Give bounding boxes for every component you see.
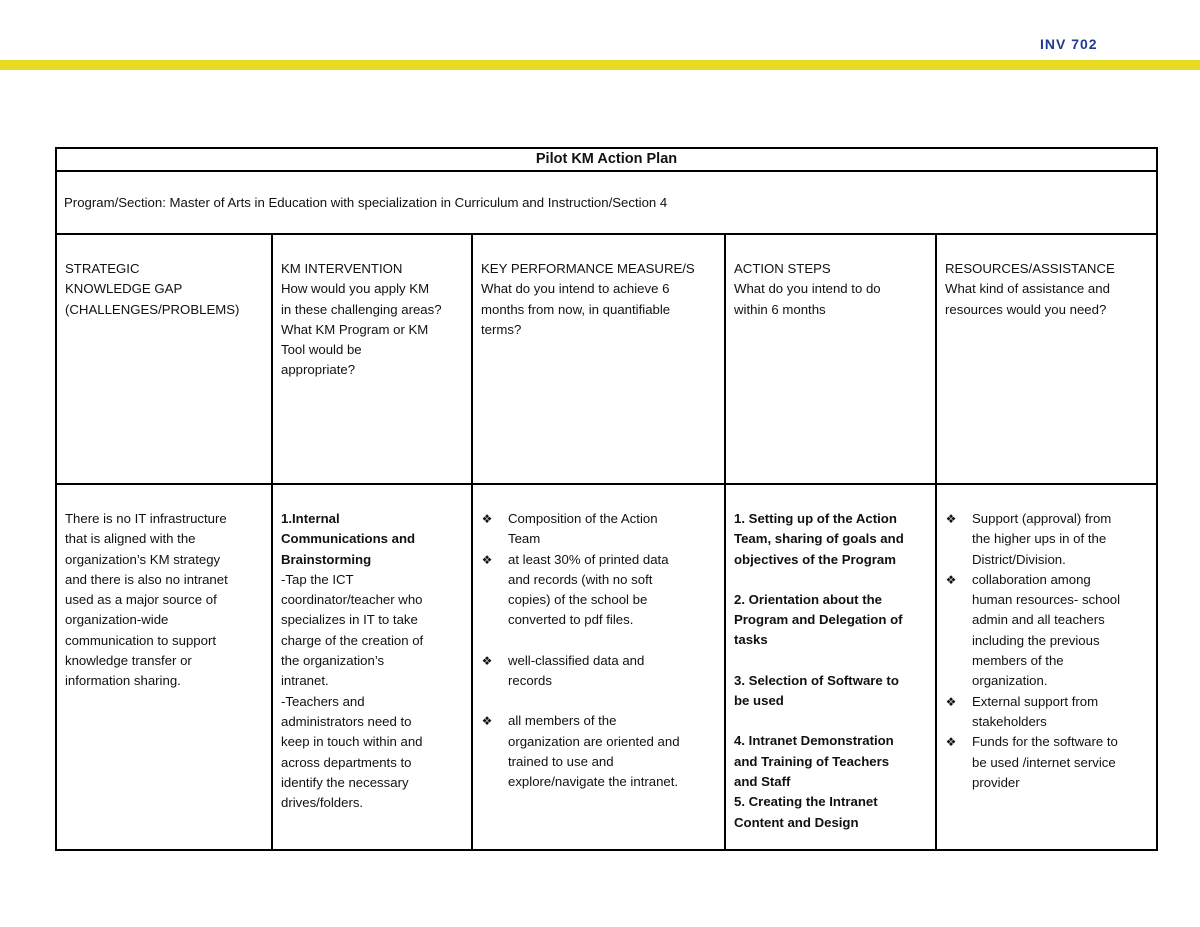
program-row <box>56 171 1157 234</box>
resources-list <box>942 509 1150 793</box>
column-header-measures <box>472 234 725 484</box>
content-row <box>56 484 1157 850</box>
diamond-bullet-icon: ❖ <box>481 653 493 668</box>
measure-item-line: explore/navigate the intranet. <box>508 774 679 790</box>
measure-item-line: records <box>508 673 552 689</box>
column-heading: RESOURCES/ASSISTANCE <box>945 261 1115 276</box>
action-step-line: 5. Creating the Intranet <box>734 794 878 810</box>
resource-item-line: stakeholders <box>972 713 1047 729</box>
header-row <box>56 234 1157 484</box>
measure-item-line: organization are oriented and <box>508 733 680 749</box>
column-heading: KM INTERVENTION <box>281 261 403 276</box>
intervention-text-line: drives/folders. <box>281 795 364 811</box>
intervention-text-line: charge of the creation of <box>281 632 424 648</box>
measure-item <box>478 711 718 792</box>
header-accent-band <box>0 60 1200 70</box>
intervention-text-line: keep in touch within and <box>281 734 423 750</box>
gap-text-line: used as a major source of <box>65 592 217 608</box>
intervention-text-line: across departments to <box>281 754 412 770</box>
action-step-line: 4. Intranet Demonstration <box>734 733 894 749</box>
column-description-line: in these challenging areas? <box>281 301 442 317</box>
action-step-line: Content and Design <box>734 814 859 830</box>
gap-text-line: and there is also no intranet <box>65 571 228 587</box>
program-section-text: Program/Section: Master of Arts in Education with specialization in Curriculum and Instruction/Section 4 <box>64 195 668 210</box>
resource-item-line: be used /internet service <box>972 754 1116 770</box>
resource-item-line: admin and all teachers <box>972 612 1105 628</box>
intervention-text-line: administrators need to <box>281 713 412 729</box>
column-description-line: months from now, in quantifiable <box>481 301 671 317</box>
column-description-line: KNOWLEDGE GAP <box>65 281 183 297</box>
diamond-bullet-icon: ❖ <box>481 714 493 729</box>
intervention-text-line: -Tap the ICT <box>281 571 354 587</box>
measure-item-line: at least 30% of printed data <box>508 551 669 567</box>
column-heading: ACTION STEPS <box>734 261 831 276</box>
gap-text-line: information sharing. <box>65 673 181 689</box>
action-step-line: objectives of the Program <box>734 551 896 567</box>
list-spacer <box>478 691 718 711</box>
intervention-text-line: coordinator/teacher who <box>281 592 423 608</box>
action-step-line: Team, sharing of goals and <box>734 531 904 547</box>
intervention-text-line: the organization’s <box>281 653 385 669</box>
gap-text-line: organization-wide <box>65 612 169 628</box>
resource-item <box>942 732 1150 793</box>
resource-item-line: organization. <box>972 673 1048 689</box>
gap-text-line: organization’s KM strategy <box>65 551 221 567</box>
resource-item-line: human resources- school <box>972 592 1121 608</box>
resources-cell <box>936 484 1157 850</box>
knowledge-gap-cell <box>56 484 272 850</box>
gap-text-line: that is aligned with the <box>65 531 196 547</box>
measures-list <box>478 509 718 793</box>
intervention-cell <box>272 484 472 850</box>
column-description-line: Tool would be <box>281 342 362 358</box>
column-description-line: (CHALLENGES/PROBLEMS) <box>65 301 240 317</box>
measures-cell <box>472 484 725 850</box>
measure-item-line: well-classified data and <box>508 652 645 668</box>
resource-item-line: members of the <box>972 653 1064 669</box>
resource-item-line: collaboration among <box>972 571 1091 587</box>
diamond-bullet-icon: ❖ <box>945 572 957 587</box>
resource-item-line: District/Division. <box>972 551 1066 567</box>
intervention-title-line: Brainstorming <box>281 551 372 567</box>
intervention-text-line: specializes in IT to take <box>281 612 418 628</box>
table-title: Pilot KM Action Plan <box>56 148 1157 171</box>
column-description-line: What do you intend to achieve 6 <box>481 281 670 297</box>
resource-item-line: including the previous <box>972 632 1100 648</box>
action-steps-cell <box>725 484 936 850</box>
diamond-bullet-icon: ❖ <box>481 512 493 526</box>
measure-item-line: converted to pdf files. <box>508 612 634 628</box>
column-heading: STRATEGIC <box>65 261 140 276</box>
column-description-line: What kind of assistance and <box>945 281 1110 297</box>
resource-item-line: Funds for the software to <box>972 734 1118 750</box>
diamond-bullet-icon: ❖ <box>945 512 957 526</box>
resource-item-line: provider <box>972 774 1020 790</box>
column-heading: KEY PERFORMANCE MEASURE/S <box>481 261 695 276</box>
intervention-text-line: identify the necessary <box>281 774 409 790</box>
gap-text-line: There is no IT infrastructure <box>65 511 227 526</box>
list-spacer <box>478 631 718 651</box>
intervention-text-line: -Teachers and <box>281 693 365 709</box>
measure-item-line: and records (with no soft <box>508 571 653 587</box>
resource-item-line: Support (approval) from <box>972 511 1112 526</box>
action-step-line: tasks <box>734 632 768 648</box>
intervention-title-line: 1.Internal <box>281 511 340 526</box>
resource-item <box>942 692 1150 733</box>
program-section-cell <box>56 171 1157 234</box>
gap-text-line: knowledge transfer or <box>65 653 192 669</box>
column-description-line: resources would you need? <box>945 301 1107 317</box>
diamond-bullet-icon: ❖ <box>481 552 493 567</box>
column-description-line: How would you apply KM <box>281 281 430 297</box>
measure-item-line: all members of the <box>508 713 617 729</box>
column-header-steps <box>725 234 936 484</box>
action-step-line: and Staff <box>734 773 791 789</box>
measure-item-line: Team <box>508 531 541 547</box>
resource-item-line: the higher ups in of the <box>972 531 1107 547</box>
column-header-gap <box>56 234 272 484</box>
intervention-title-line: Communications and <box>281 531 416 547</box>
measure-item <box>478 651 718 692</box>
column-description-line: What do you intend to do <box>734 281 881 297</box>
action-step-line: 3. Selection of Software to <box>734 672 899 688</box>
measure-item-line: copies) of the school be <box>508 592 648 608</box>
course-code: INV 702 <box>1040 36 1098 52</box>
action-step-line: be used <box>734 693 784 709</box>
diamond-bullet-icon: ❖ <box>945 735 957 750</box>
column-header-resources <box>936 234 1157 484</box>
resource-item-line: External support from <box>972 693 1099 709</box>
column-header-intervention <box>272 234 472 484</box>
column-description-line: terms? <box>481 321 522 337</box>
measure-item <box>478 550 718 631</box>
column-description-line: appropriate? <box>281 362 356 378</box>
action-step-line: 1. Setting up of the Action <box>734 511 897 526</box>
measure-item <box>478 509 718 550</box>
title-row <box>56 148 1157 171</box>
measure-item-line: trained to use and <box>508 753 614 769</box>
action-step-line: and Training of Teachers <box>734 753 890 769</box>
measure-item-line: Composition of the Action <box>508 511 658 526</box>
action-step-line: 2. Orientation about the <box>734 591 882 607</box>
intervention-text-line: intranet. <box>281 673 329 689</box>
action-step-line: Program and Delegation of <box>734 612 903 628</box>
column-description-line: What KM Program or KM <box>281 321 429 337</box>
resource-item <box>942 509 1150 570</box>
column-description-line: within 6 months <box>734 301 826 317</box>
diamond-bullet-icon: ❖ <box>945 694 957 709</box>
resource-item <box>942 570 1150 692</box>
gap-text-line: communication to support <box>65 632 216 648</box>
action-plan-table <box>55 147 1158 851</box>
